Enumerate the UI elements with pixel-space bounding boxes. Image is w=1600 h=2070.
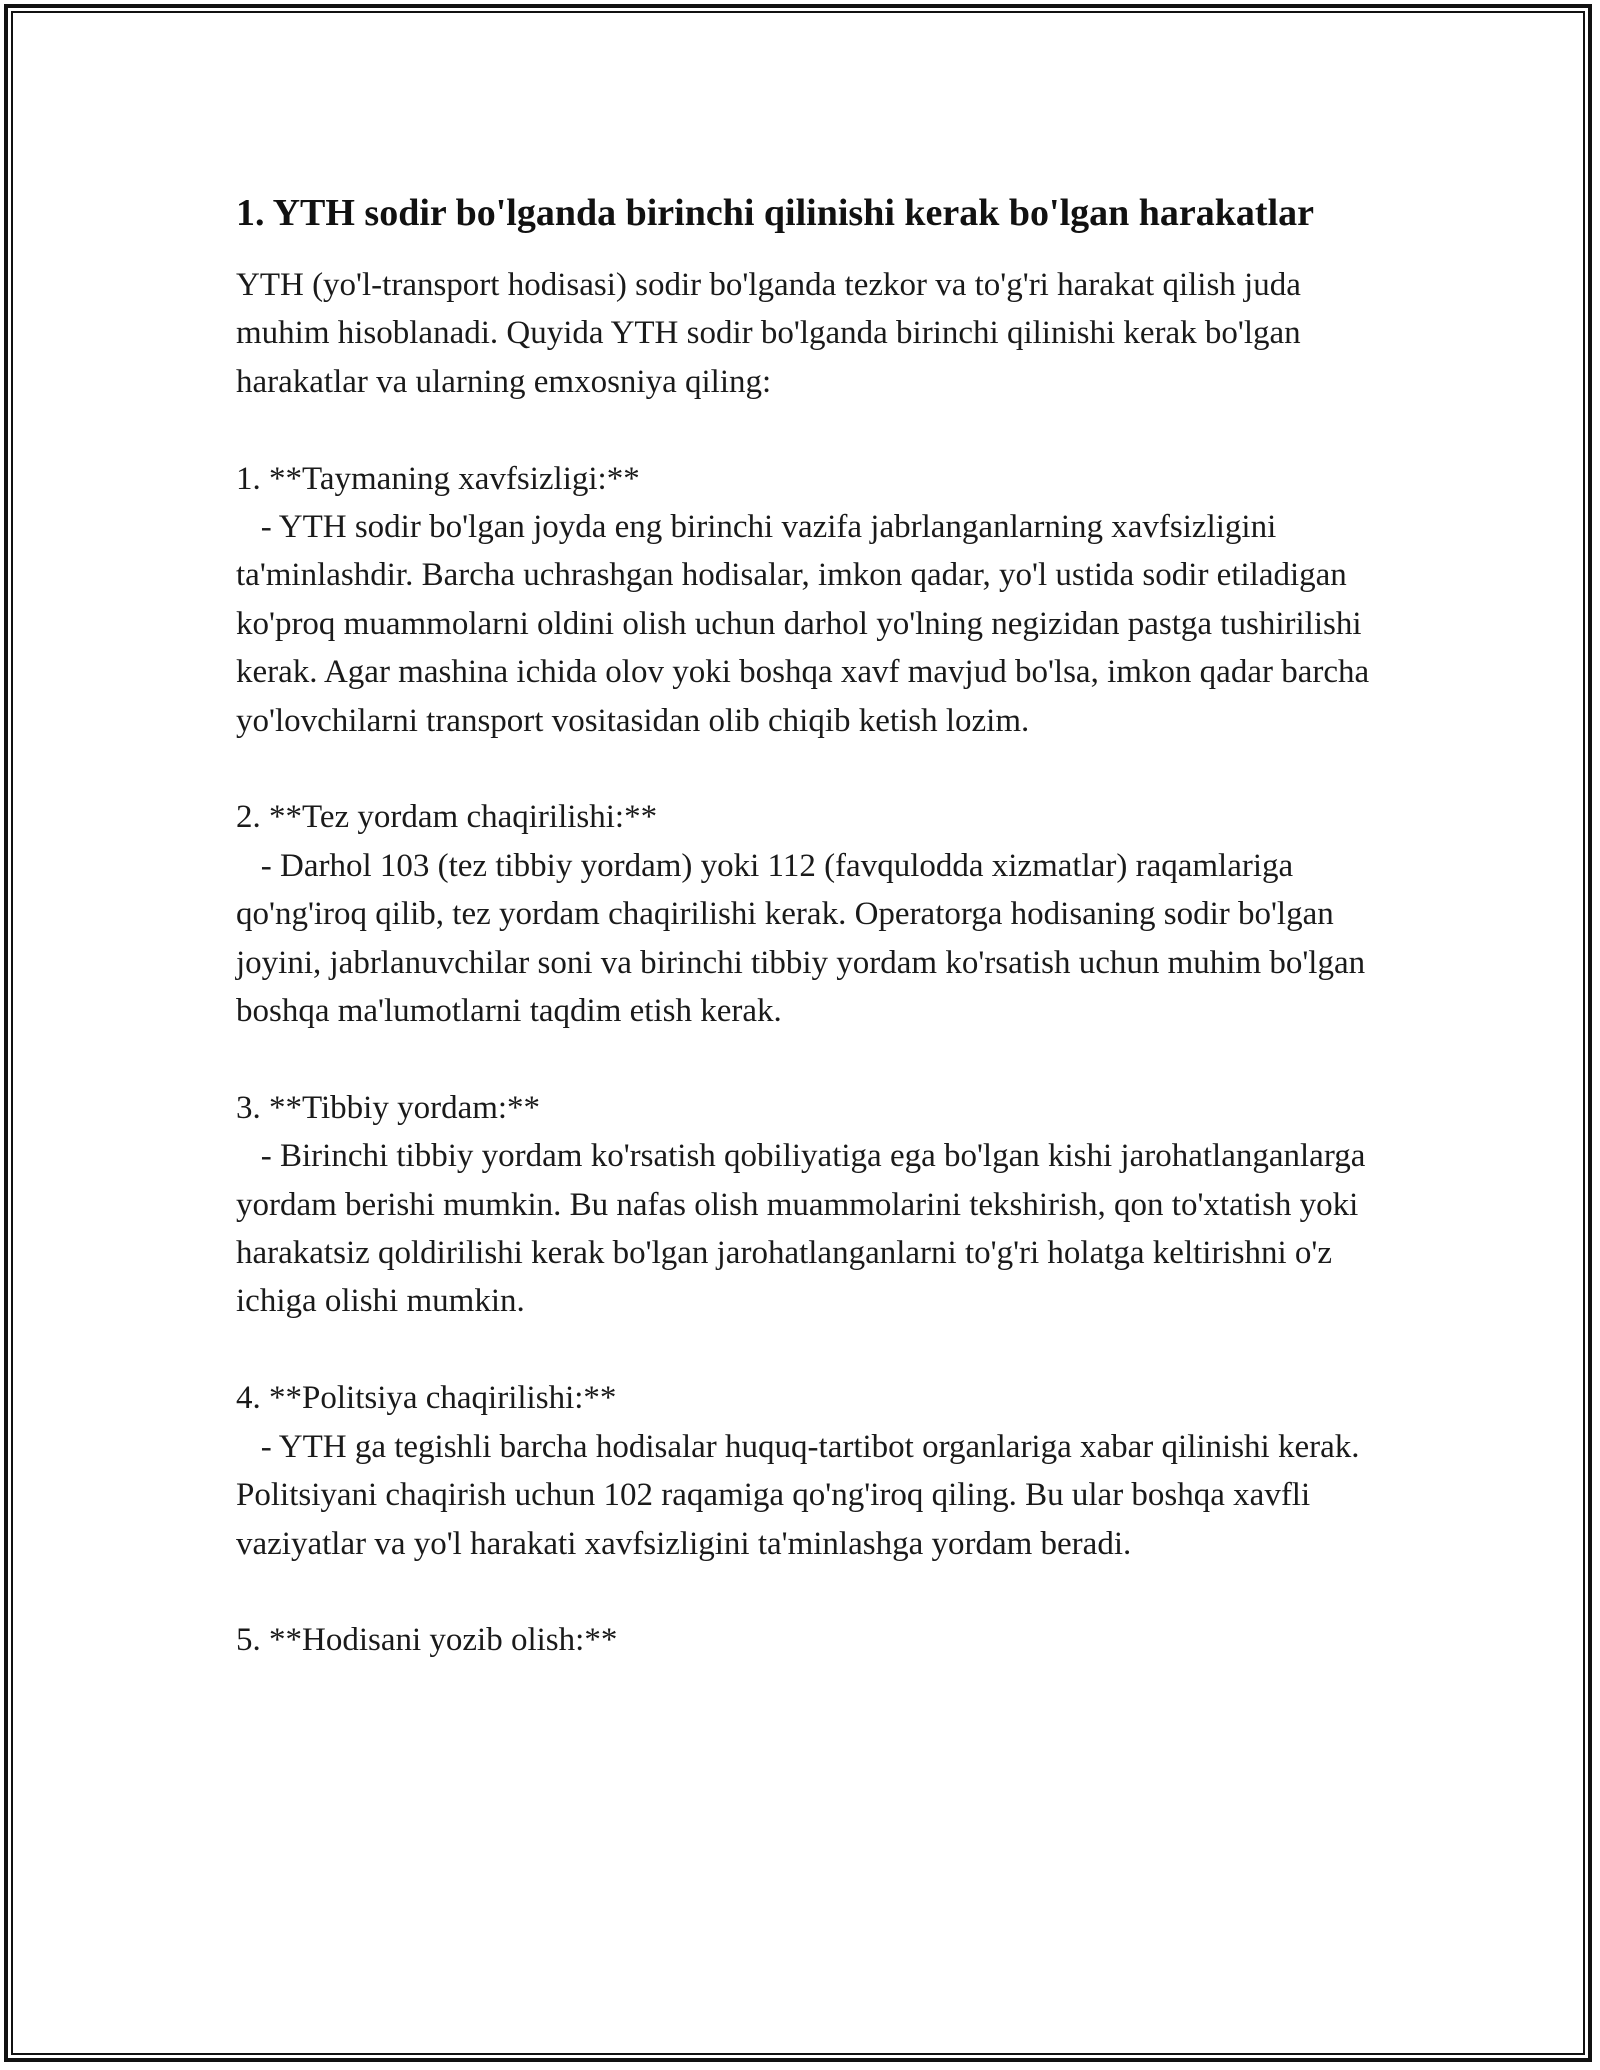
paragraph-gap [236,745,1376,793]
list-item-title: 2. **Tez yordam chaqirilishi:** [236,799,658,836]
paragraph-gap [236,1568,1376,1616]
paragraph-gap [236,1035,1376,1083]
intro-paragraph: YTH (yo'l-transport hodisasi) sodir bo'lganda tezkor va to'g'ri harakat qilish juda muhim hisoblanadi. Quyida YTH sodir bo'lganda birinchi qilinishi kerak bo'lgan harakatlar va ularning emxosniya qiling: [236,267,1310,400]
list-item-title: 5. **Hodisani yozib olish:** [236,1622,618,1659]
list-item-title: 4. **Politsiya chaqirilishi:** [236,1380,617,1417]
list-item-body: - Birinchi tibbiy yordam ko'rsatish qobiliyatiga ega bo'lgan kishi jarohatlanganlarga yordam berishi mumkin. Bu nafas olish muammolarini tekshirish, qon to'xtatish yoki harakatsiz qoldirilishi kerak bo'lgan jarohatlanganlarni to'g'ri holatga keltirishni o'z ichiga olishi mumkin. [236,1138,1374,1320]
list-item-body: - Darhol 103 (tez tibbiy yordam) yoki 112 (favqulodda xizmatlar) raqamlariga qo'ng'iroq qilib, tez yordam chaqirilishi kerak. Operatorga hodisaning sodir bo'lgan joyini, jabrlanuvchilar soni va birinchi tibbiy yordam ko'rsatish uchun muhim bo'lgan boshqa ma'lumotlarni taqdim etish kerak. [236,847,1374,1030]
paragraph-gap [236,406,1376,454]
list-item-body: - YTH sodir bo'lgan joyda eng birinchi vazifa jabrlanganlarning xavfsizligini ta'minlashdir. Barcha uchrashgan hodisalar, imkon qadar, yo'l ustida sodir etiladigan ko'proq muammolarni oldini olish uchun darhol yo'lning negizidan pastga tushirilishi kerak. Agar mashina ichida olov yoki boshqa xavf mavjud bo'lsa, imkon qadar barcha yo'lovchilarni transport vositasidan olib chiqib ketish lozim. [236,509,1378,739]
list-item-title: 3. **Tibbiy yordam:** [236,1089,541,1126]
list-item-title: 1. **Taymaning xavfsizligi:** [236,460,640,497]
document-body [236,186,1376,1665]
list-item-body: - YTH ga tegishli barcha hodisalar huquq-tartibot organlariga xabar qilinishi kerak. Politsiyani chaqirish uchun 102 raqamiga qo'ng'iroq qiling. Bu ular boshqa xavfli vaziyatlar va yo'l harakati xavfsizligini ta'minlashga yordam beradi. [236,1428,1368,1562]
paragraph-gap [236,1326,1376,1374]
section-heading: 1. YTH sodir bo'lganda birinchi qilinishi kerak bo'lgan harakatlar [236,192,1314,234]
